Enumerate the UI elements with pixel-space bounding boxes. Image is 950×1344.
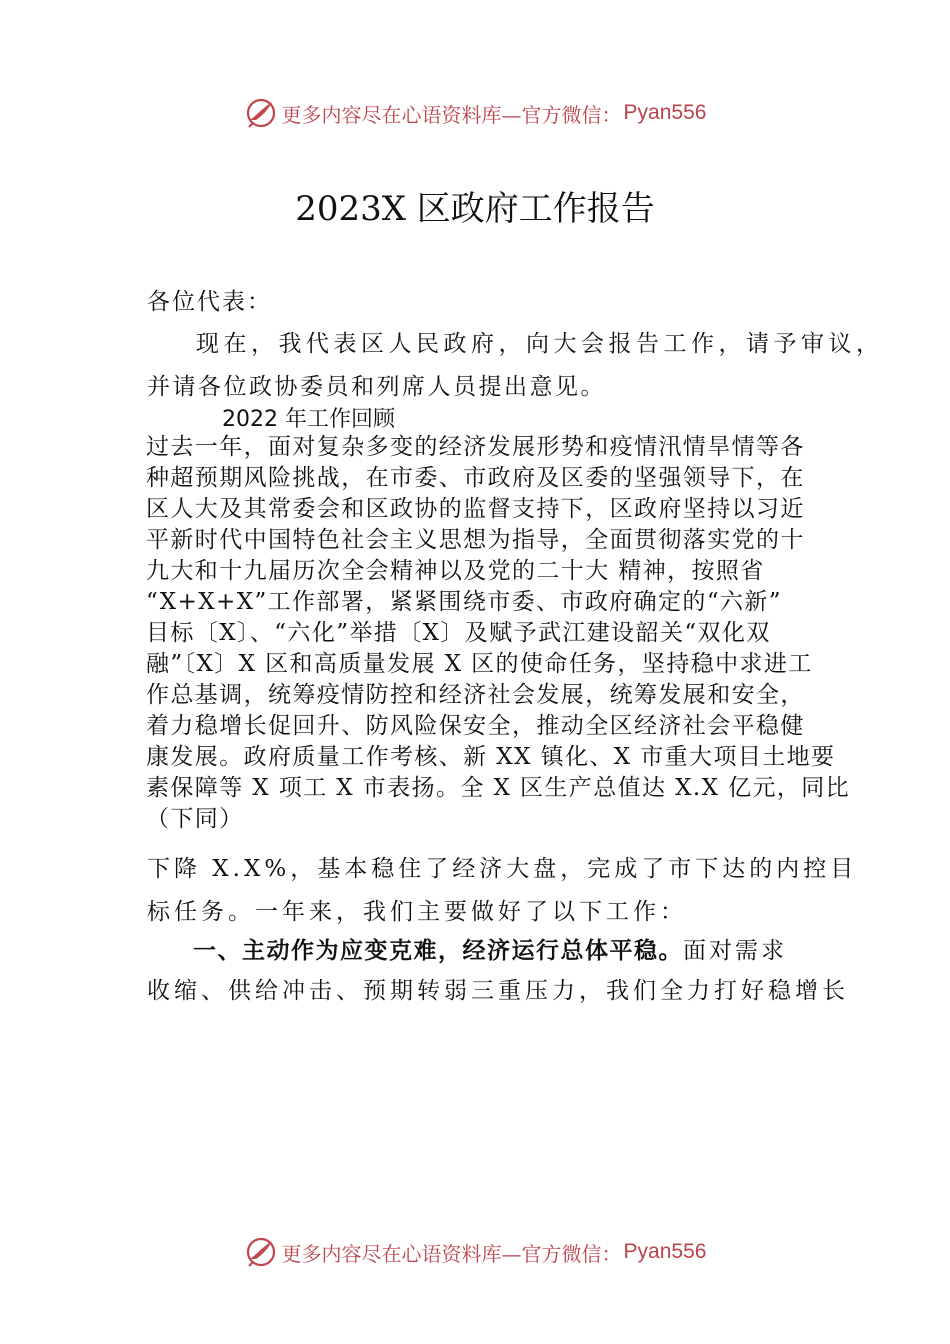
intro-line-1: 现在，我代表区人民政府，向大会报告工作，请予审议， — [196, 331, 884, 357]
watermark-wechat-id: Pyan556 — [623, 1240, 707, 1263]
document-title: 2023X 区政府工作报告 — [295, 189, 655, 229]
review-line: 康发展。政府质量工作考核、新 XX 镇化、X 市重大项目土地要 — [146, 744, 836, 770]
continuation-line-1: 下降 X.X%，基本稳住了经济大盘，完成了市下达的内控目 — [147, 856, 858, 882]
review-line: 九大和十九届历次全会精神以及党的二十大 精神，按照省 — [146, 558, 765, 584]
review-line: 融”〔X〕X 区和高质量发展 X 区的使命任务，坚持稳中求进工 — [146, 651, 813, 677]
review-line: 着力稳增长促回升、防风险保安全，推动全区经济社会平稳健 — [146, 713, 805, 739]
point-one-line-2: 收缩、供给冲击、预期转弱三重压力，我们全力打好稳增长 — [147, 978, 849, 1004]
quill-logo-icon — [244, 1235, 278, 1269]
review-line: （下同） — [146, 806, 244, 832]
point-one-line-1 — [193, 932, 787, 965]
continuation-line-2: 标任务。一年来，我们主要做好了以下工作： — [147, 899, 687, 925]
quill-logo-icon — [244, 96, 278, 130]
intro-line-2: 并请各位政协委员和列席人员提出意见。 — [147, 374, 606, 400]
watermark-header — [0, 93, 950, 133]
watermark-text: 更多内容尽在心语资料库—官方微信： — [281, 1241, 622, 1266]
review-line: “X+X+X”工作部署，紧紧围绕市委、市政府确定的“六新” — [146, 589, 782, 615]
section-heading-review: 2022 年工作回顾 — [222, 407, 395, 432]
review-line: 素保障等 X 项工 X 市表扬。全 X 区生产总值达 X.X 亿元，同比 — [146, 775, 851, 801]
review-paragraph — [146, 432, 851, 835]
salutation: 各位代表： — [147, 289, 272, 315]
review-line: 种超预期风险挑战，在市委、市政府及区委的坚强领导下，在 — [146, 465, 805, 491]
review-line: 过去一年，面对复杂多变的经济发展形势和疫情汛情旱情等各 — [146, 434, 805, 460]
review-line: 区人大及其常委会和区政协的监督支持下，区政府坚持以习近 — [146, 496, 805, 522]
watermark-wechat-id: Pyan556 — [623, 101, 707, 124]
watermark-footer — [0, 1232, 950, 1272]
review-line: 作总基调，统筹疫情防控和经济社会发展，统筹发展和安全， — [146, 682, 805, 708]
point-one-text: 面对需求 — [683, 938, 787, 964]
watermark-text: 更多内容尽在心语资料库—官方微信： — [281, 102, 622, 127]
review-line: 目标〔X〕、“六化”举措〔X〕及赋予武江建设韶关“双化双 — [146, 620, 771, 646]
review-line: 平新时代中国特色社会主义思想为指导，全面贯彻落实党的十 — [146, 527, 805, 553]
point-one-heading: 一、主动作为应变克难，经济运行总体平稳。 — [193, 938, 683, 964]
